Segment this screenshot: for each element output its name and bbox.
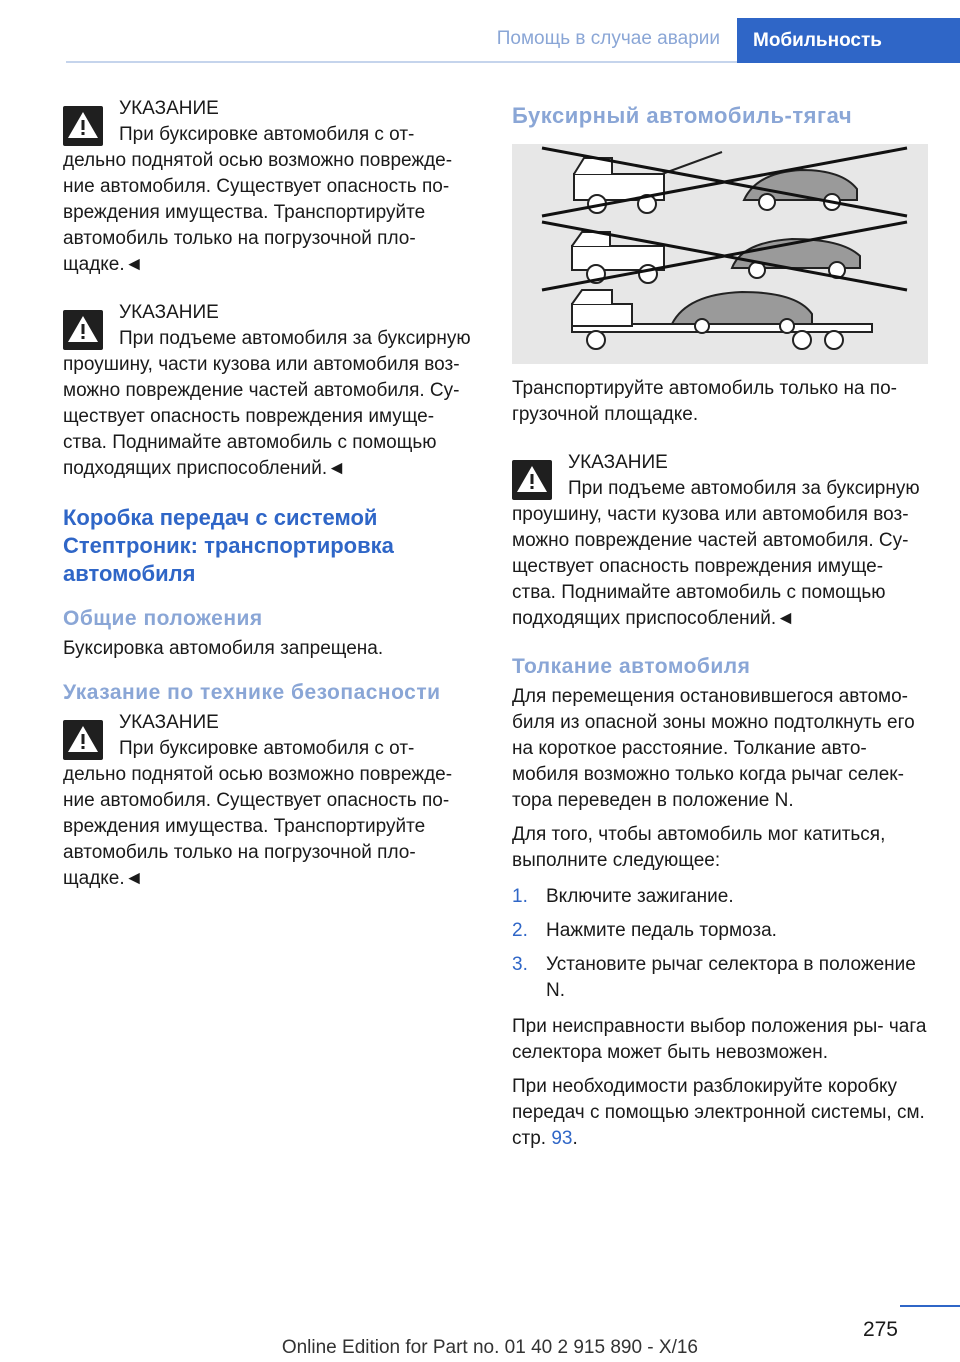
step-text: Нажмите педаль тормоза. — [546, 920, 777, 941]
paragraph-end: . — [572, 1128, 578, 1149]
footer-rule — [900, 1305, 960, 1307]
warning-title: УКАЗАНИЕ — [119, 98, 219, 119]
warning-text: проушину, части кузова или автомобиля воз- можно повреждение частей автомобиля. Су- ществует опасность повреждения имуще- ства. Поднимайте автомобиль с помощью подходящих приспособлений.◄ — [63, 354, 460, 479]
header-chapter-tab[interactable]: Мобильность — [737, 18, 960, 63]
step-text: Установите рычаг селектора в положение N. — [546, 954, 916, 1001]
warning-block — [63, 96, 481, 278]
warning-icon — [512, 460, 552, 500]
step-number: 2. — [512, 920, 528, 941]
list-item — [512, 884, 930, 910]
warning-icon — [63, 720, 103, 760]
list-item — [512, 952, 930, 1004]
warning-title: УКАЗАНИЕ — [568, 452, 668, 473]
illustration-caption: Транспортируйте автомобиль только на по- грузочной площадке. — [512, 378, 897, 425]
section-heading: Буксирный автомобиль-тягач — [512, 103, 853, 128]
paragraph: Для того, чтобы автомобиль мог катиться, выполните следующее: — [512, 824, 886, 871]
warning-text: дельно поднятой осью возможно поврежде- ние автомобиля. Существует опасность по- вреждения имущества. Транспортируйте автомобиль только на погрузочной пло- щадке.◄ — [63, 150, 453, 275]
warning-title: УКАЗАНИЕ — [119, 302, 219, 323]
right-column — [512, 96, 930, 1152]
warning-text-first: При буксировке автомобиля с от- — [119, 124, 415, 145]
edition-note: Online Edition for Part no. 01 40 2 915 890 - X/16 — [281, 1337, 698, 1358]
paragraph — [512, 1074, 930, 1152]
step-number: 3. — [512, 954, 528, 975]
warning-text-first: При подъеме автомобиля за буксирную — [568, 478, 920, 499]
warning-icon — [63, 106, 103, 146]
paragraph: При неисправности выбор положения ры- чага селектора может быть невозможен. — [512, 1016, 927, 1063]
warning-icon — [63, 310, 103, 350]
page-reference-link[interactable]: 93 — [551, 1128, 573, 1149]
warning-block — [63, 710, 481, 892]
tow-truck-illustration — [512, 144, 928, 364]
header-section-title[interactable]: Помощь в случае аварии — [496, 28, 720, 49]
flatbed-truck-icon — [572, 290, 872, 349]
paragraph-text: При необходимости разблокируйте коробку передач с помощью электронной системы, см. стр. — [512, 1076, 925, 1149]
subsection-heading: Толкание автомобиля — [512, 655, 751, 678]
warning-block — [63, 300, 481, 482]
left-column — [63, 96, 481, 914]
section-heading: Коробка передач с системой Стептроник: транспортировка автомобиля — [63, 505, 394, 586]
list-item — [512, 918, 930, 944]
warning-block — [512, 450, 930, 632]
warning-text-first: При буксировке автомобиля с от- — [119, 738, 415, 759]
warning-text-first: При подъеме автомобиля за буксирную — [119, 328, 471, 349]
step-text: Включите зажигание. — [546, 886, 734, 907]
warning-text: дельно поднятой осью возможно поврежде- ние автомобиля. Существует опасность по- вреждения имущества. Транспортируйте автомобиль только на погрузочной пло- щадке.◄ — [63, 764, 453, 889]
step-number: 1. — [512, 886, 528, 907]
subsection-heading: Общие положения — [63, 607, 263, 630]
warning-text: проушину, части кузова или автомобиля воз- можно повреждение частей автомобиля. Су- ществует опасность повреждения имуще- ства. Поднимайте автомобиль с помощью подходящих приспособлений.◄ — [512, 504, 909, 629]
steps-list — [512, 884, 930, 1004]
page-number: 275 — [862, 1318, 898, 1341]
paragraph: Для перемещения остановившегося автомо- биля из опасной зоны можно подтолкнуть его на короткое расстояние. Толкание авто- мобиля возможно только когда рычаг селек- тора переведен в положение N. — [512, 686, 915, 811]
paragraph: Буксировка автомобиля запрещена. — [63, 638, 384, 659]
subsection-heading: Указание по технике безопасности — [63, 681, 441, 704]
warning-title: УКАЗАНИЕ — [119, 712, 219, 733]
